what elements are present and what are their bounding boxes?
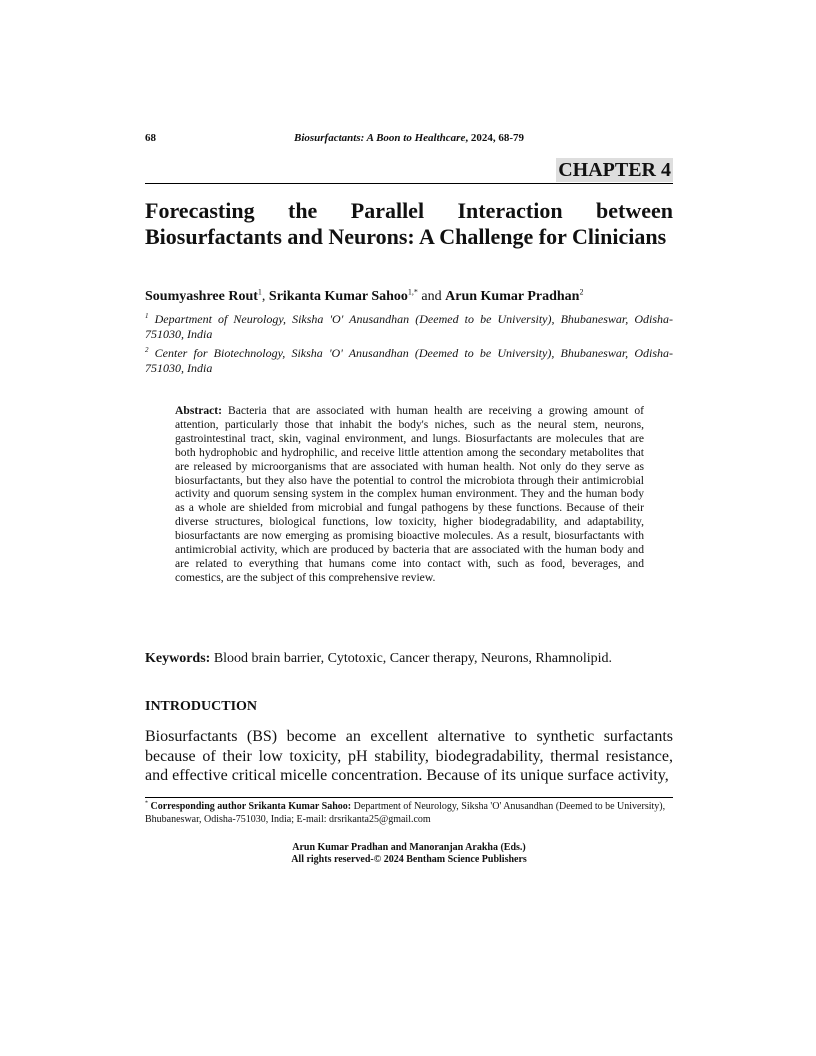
header-rule xyxy=(145,183,673,184)
footnote-text: Department of Neurology, Siksha 'O' Anusandhan (Deemed to be University), Bhubaneswar, Odisha-751030, India; E-mail: drsrikanta25@gmail.com xyxy=(145,801,666,825)
footnote xyxy=(145,801,673,826)
author-affil-mark: 2 xyxy=(579,287,584,297)
author-affil-mark: 1 xyxy=(257,287,262,297)
footnote-label: Corresponding author Srikanta Kumar Sahoo: xyxy=(148,801,352,812)
abstract xyxy=(175,404,644,585)
journal-citation xyxy=(145,132,673,144)
editors-line: Arun Kumar Pradhan and Manoranjan Arakha (Eds.) xyxy=(292,842,526,853)
author-list: Soumyashree Rout$^1$, Srikanta Kumar Sahoo$^{1,*}$ and Arun Kumar Pradhan$^2$ xyxy=(145,287,584,304)
affiliation-mark: 2 xyxy=(145,346,149,354)
affiliation xyxy=(145,346,673,376)
section-heading: INTRODUCTION xyxy=(145,699,258,714)
affiliation xyxy=(145,312,673,342)
author-name: Soumyashree Rout xyxy=(145,289,258,304)
author-affil-mark: 1,* xyxy=(407,287,418,297)
keywords-label: Keywords: xyxy=(145,651,211,666)
affiliation-text: Department of Neurology, Siksha 'O' Anusandhan (Deemed to be University), Bhubaneswar, Odisha-751030, India xyxy=(145,312,673,341)
author-name: Arun Kumar Pradhan xyxy=(445,289,580,304)
citation-range: , 2024, 68-79 xyxy=(465,132,524,144)
running-header xyxy=(145,132,673,148)
author-name: Srikanta Kumar Sahoo xyxy=(268,289,408,304)
abstract-text: Bacteria that are associated with human health are receiving a growing amount of attention, particularly those that inhabit the body's niches, such as the neural stem, neurons, gastrointestinal tract, skin, vaginal environment, and lungs. Biosurfactants are molecules that are both hydrophobic and hydrophilic, and receive little attention among the secondary metabolites that are released by microorganisms that are associated with human health. Not only do they serve as biosurfactants, but they also have the potential to control the microbiota through their antimicrobial activity and quorum sensing system in the complex human environment. They and the human body as a whole are shielded from microbial and fungal pathogens by these functions. Because of their diverse structures, biological functions, low toxicity, higher biodegradability, and adaptability, biosurfactants are now emerging as promising bioactive molecules. As a result, biosurfactants with antimicrobial activity, which are produced by bacteria that are associated with the human body and are related to everything that humans come into contact with, such as food, beverages, and comestics, are the subject of this comprehensive review. xyxy=(175,404,644,584)
chapter-label-wrap xyxy=(145,158,673,182)
rights-line: All rights reserved-© 2024 Bentham Science Publishers xyxy=(291,854,527,865)
chapter-label: CHAPTER 4 xyxy=(558,159,671,181)
chapter-title: Forecasting the Parallel Interaction between Biosurfactants and Neurons: A Challenge for Clinicians xyxy=(145,198,673,249)
keywords xyxy=(145,650,673,668)
journal-title: Biosurfactants: A Boon to Healthcare xyxy=(293,132,466,144)
author-connector: and xyxy=(417,289,446,304)
footnote-mark: * xyxy=(145,800,148,807)
abstract-label: Abstract: xyxy=(175,404,223,417)
publisher-block xyxy=(145,842,673,866)
intro-paragraph: Biosurfactants (BS) become an excellent alternative to synthetic surfactants because of their low toxicity, pH stability, biodegradability, thermal resistance, and effective critical micelle concentration. Because of its unique surface activity, xyxy=(145,728,673,784)
affiliation-text: Center for Biotechnology, Siksha 'O' Anusandhan (Deemed to be University), Bhubaneswar, Odisha-751030, India xyxy=(145,346,673,375)
keywords-text: Blood brain barrier, Cytotoxic, Cancer therapy, Neurons, Rhamnolipid. xyxy=(210,651,613,666)
affiliation-mark: 1 xyxy=(145,312,149,320)
footnote-rule xyxy=(145,797,673,798)
page-number: 68 xyxy=(145,132,156,144)
